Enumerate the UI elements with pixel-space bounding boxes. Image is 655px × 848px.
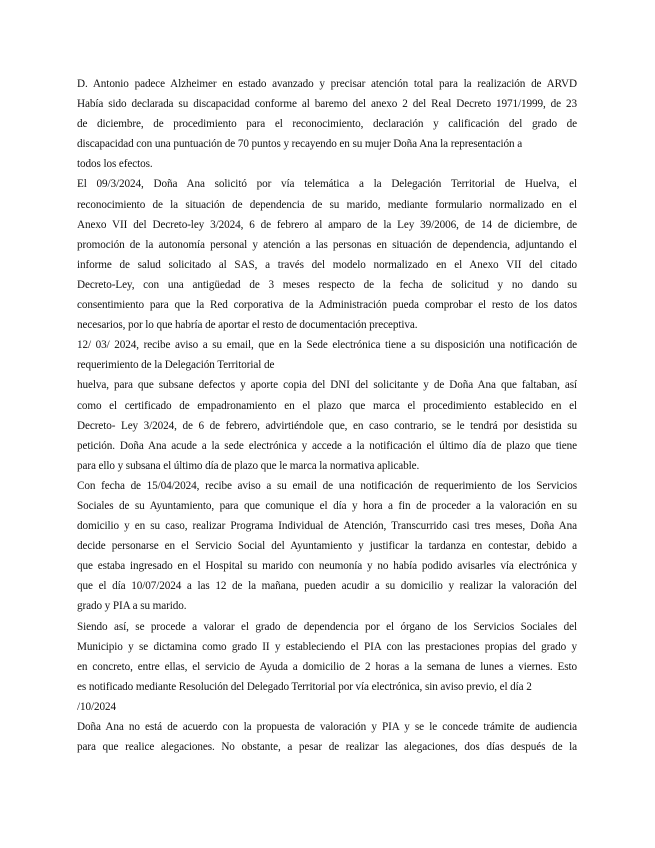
- text-line: que el día 10/07/2024 a las 12 de la mañana, pueden acudir a su domicilio y realizar la valoración del: [77, 580, 577, 593]
- text-line: Decreto-Ley, con una antigüedad de 3 meses respecto de la fecha de solicitud y no dando su: [77, 278, 577, 291]
- text-line: discapacidad con una puntuación de 70 puntos y recayendo en su mujer Doña Ana la representación a: [77, 138, 523, 151]
- text-line: en concreto, entre ellas, el servicio de Ayuda a domicilio de 2 horas a la semana de lunes a viernes. Esto: [77, 660, 577, 673]
- text-line: que estaba ingresado en el Hospital su marido con neumonía y no había podido avisarles vía electrónica y: [77, 560, 577, 573]
- text-line: todos los efectos.: [77, 158, 153, 171]
- text-line: de diciembre, de procedimiento para el reconocimiento, declaración y calificación del grado de: [77, 118, 577, 131]
- text-line: es notificado mediante Resolución del Delegado Territorial por vía electrónica, sin aviso previo, el día 2: [77, 680, 532, 693]
- text-line: Siendo así, se procede a valorar el grado de dependencia por el órgano de los Servicios Sociales del: [77, 620, 577, 633]
- text-line: /10/2024: [77, 700, 116, 713]
- text-line: para que realice alegaciones. No obstante, a pesar de realizar las alegaciones, dos días después de la: [77, 741, 577, 754]
- text-line: informe de salud solicitado al SAS, a través del modelo normalizado en el Anexo VII del citado: [77, 258, 577, 271]
- text-line: decide personarse en el Servicio Social del Ayuntamiento y justificar la tardanza en contestar, debido a: [77, 540, 577, 553]
- text-line: consentimiento para que la Red corporativa de la Administración pueda comprobar el resto de los datos: [77, 299, 577, 312]
- text-line: petición. Doña Ana acude a la sede electrónica y accede a la notificación el último día de plazo que tiene: [77, 439, 577, 452]
- text-line: Sociales de su Ayuntamiento, para que comunique el día y hora a fin de proceder a la valoración en su: [77, 499, 577, 512]
- text-line: Con fecha de 15/04/2024, recibe aviso a su email de una notificación de requerimiento de los Servicios: [77, 479, 577, 492]
- text-line: 12/ 03/ 2024, recibe aviso a su email, que en la Sede electrónica tiene a su disposición una notificación de: [77, 339, 577, 352]
- text-line: promoción de la autonomía personal y atención a las personas en situación de dependencia, adjuntando el: [77, 238, 577, 251]
- text-line: Doña Ana no está de acuerdo con la propuesta de valoración y PIA y se le concede trámite de audiencia: [77, 721, 577, 733]
- document-body: [77, 74, 577, 757]
- text-line: reconocimiento de la situación de dependencia de su marido, mediante formulario normalizado en el: [77, 198, 577, 211]
- text-line: El 09/3/2024, Doña Ana solicitó por vía telemática a la Delegación Territorial de Huelva, el: [77, 178, 577, 191]
- text-line: D. Antonio padece Alzheimer en estado avanzado y precisar atención total para la realización de ARVD: [77, 78, 577, 90]
- text-line: huelva, para que subsane defectos y aporte copia del DNI del solicitante y de Doña Ana que faltaban, así: [77, 379, 577, 392]
- text-line: Municipio y se dictamina como grado II y estableciendo el PIA con las prestaciones propias del grado y: [77, 640, 577, 653]
- text-line: grado y PIA a su marido.: [77, 600, 187, 613]
- text-line: Decreto- Ley 3/2024, de 6 de febrero, advirtiéndole que, en caso contrario, se le tendrá por desistida su: [77, 419, 577, 432]
- text-line: requerimiento de la Delegación Territorial de: [77, 359, 275, 372]
- text-line: Había sido declarada su discapacidad conforme al baremo del anexo 2 del Real Decreto 1971/1999, de 23: [77, 98, 577, 111]
- text-line: necesarios, por lo que habría de aportar el resto de documentación preceptiva.: [77, 319, 418, 332]
- text-line: Anexo VII del Decreto-ley 3/2024, 6 de febrero al amparo de la Ley 39/2006, de 14 de diciembre, de: [77, 218, 577, 231]
- text-line: para ello y subsana el último día de plazo que le marca la normativa aplicable.: [77, 459, 420, 472]
- text-line: como el certificado de empadronamiento en el plazo que marca el procedimiento establecido en el: [77, 399, 577, 412]
- text-line: domicilio y en su caso, realizar Programa Individual de Atención, Transcurrido casi tres meses, Doña Ana: [77, 520, 577, 533]
